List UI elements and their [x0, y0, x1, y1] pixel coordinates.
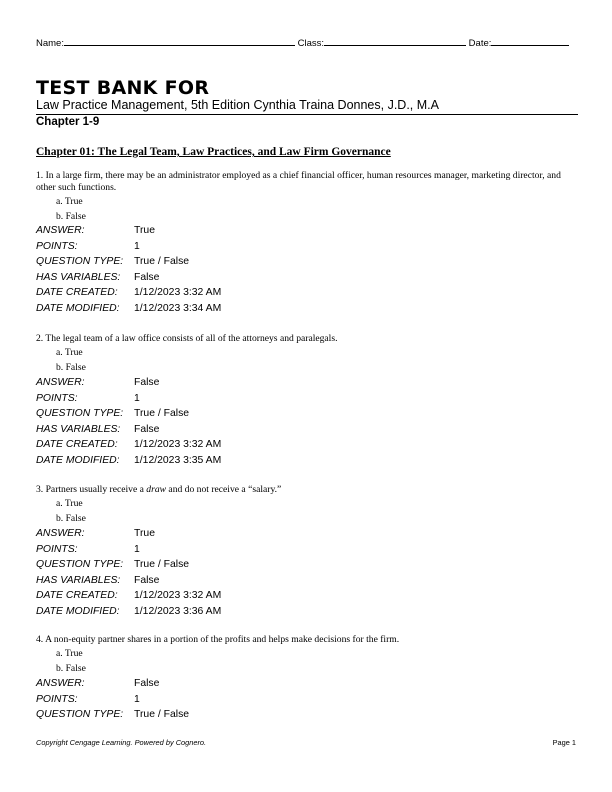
date-modified-row [36, 301, 576, 317]
class-blank [324, 36, 466, 46]
answer-label: ANSWER: [36, 678, 85, 689]
question-text [36, 484, 576, 496]
question-text-part: and do not receive a “salary.” [166, 484, 282, 495]
answer-row [36, 676, 576, 692]
option-b: b. False [56, 362, 86, 373]
has-variables-value: False [134, 423, 160, 435]
question-type-value: True / False [134, 709, 190, 720]
question-type-label: QUESTION TYPE: [36, 559, 124, 570]
has-variables-value: False [134, 271, 160, 283]
question-type-row [36, 557, 576, 573]
answer-value: True [134, 528, 155, 539]
option-a: a. True [56, 196, 83, 207]
points-value: 1 [134, 543, 140, 555]
option-b: b. False [56, 663, 86, 674]
option-b: b. False [56, 211, 86, 222]
points-label: POINTS: [36, 240, 78, 252]
date-label: Date: [468, 38, 492, 49]
date-modified-row [36, 453, 576, 469]
answer-value: False [134, 678, 160, 689]
date-modified-label: DATE MODIFIED: [36, 302, 120, 314]
date-modified-value: 1/12/2023 3:36 AM [134, 605, 222, 617]
option-a: a. True [56, 648, 83, 659]
question-type-value: True / False [134, 256, 190, 267]
question-type-row [36, 406, 576, 422]
has-variables-value: False [134, 574, 160, 586]
question-type-value: True / False [134, 559, 190, 570]
question-4 [36, 634, 576, 723]
date-created-label: DATE CREATED: [36, 287, 118, 298]
question-type-row [36, 254, 576, 270]
footer-copyright: Copyright Cengage Learning. Powered by Cognero. [36, 738, 207, 747]
question-type-row [36, 707, 576, 723]
answer-label: ANSWER: [36, 377, 85, 388]
header-fill-line [36, 36, 576, 49]
question-1 [36, 170, 576, 316]
title-block [36, 78, 578, 130]
has-variables-label: HAS VARIABLES: [36, 423, 121, 435]
date-modified-row [36, 604, 576, 620]
date-created-value: 1/12/2023 3:32 AM [134, 590, 222, 601]
date-created-value: 1/12/2023 3:32 AM [134, 439, 222, 450]
date-modified-value: 1/12/2023 3:35 AM [134, 454, 222, 466]
chapter-heading: Chapter 01: The Legal Team, Law Practices, and Law Firm Governance [36, 146, 391, 158]
answer-label: ANSWER: [36, 528, 85, 539]
has-variables-row [36, 422, 576, 438]
answer-row [36, 375, 576, 391]
question-type-label: QUESTION TYPE: [36, 256, 124, 267]
date-created-value: 1/12/2023 3:32 AM [134, 287, 222, 298]
points-value: 1 [134, 392, 140, 404]
name-label: Name: [36, 38, 64, 49]
question-text: 1. In a large firm, there may be an administrator employed as a chief financial officer, human resources manager, marketing director, and other such functions. [36, 170, 561, 193]
question-type-label: QUESTION TYPE: [36, 709, 124, 720]
points-label: POINTS: [36, 693, 78, 705]
option-a: a. True [56, 498, 83, 509]
question-type-value: True / False [134, 408, 190, 419]
has-variables-row [36, 573, 576, 589]
points-value: 1 [134, 240, 140, 252]
option-a: a. True [56, 347, 83, 358]
answer-value: False [134, 377, 160, 388]
option-b: b. False [56, 513, 86, 524]
points-row [36, 692, 576, 708]
question-text: 2. The legal team of a law office consists of all of the attorneys and paralegals. [36, 333, 338, 344]
points-row [36, 239, 576, 255]
footer-page-number: Page 1 [552, 738, 576, 747]
name-blank [64, 36, 295, 46]
book-title: Law Practice Management, 5th Edition Cynthia Traina Donnes, J.D., M.A [36, 98, 439, 112]
has-variables-label: HAS VARIABLES: [36, 574, 121, 586]
has-variables-label: HAS VARIABLES: [36, 271, 121, 283]
points-label: POINTS: [36, 543, 78, 555]
date-created-row [36, 285, 576, 301]
date-blank [491, 36, 569, 46]
date-modified-value: 1/12/2023 3:34 AM [134, 302, 222, 314]
date-created-row [36, 588, 576, 604]
question-text: 4. A non-equity partner shares in a portion of the profits and helps make decisions for the firm. [36, 634, 400, 645]
answer-value: True [134, 225, 155, 236]
points-value: 1 [134, 693, 140, 705]
points-label: POINTS: [36, 392, 78, 404]
points-row [36, 391, 576, 407]
question-type-label: QUESTION TYPE: [36, 408, 124, 419]
has-variables-row [36, 270, 576, 286]
date-modified-label: DATE MODIFIED: [36, 605, 120, 617]
date-created-label: DATE CREATED: [36, 590, 118, 601]
date-created-label: DATE CREATED: [36, 439, 118, 450]
answer-row [36, 223, 576, 239]
date-modified-label: DATE MODIFIED: [36, 454, 120, 466]
answer-row [36, 526, 576, 542]
question-text-emphasis: draw [146, 484, 167, 495]
class-label: Class: [297, 38, 325, 49]
answer-label: ANSWER: [36, 225, 85, 236]
test-bank-title: TEST BANK FOR [36, 77, 210, 99]
question-text-part: 3. Partners usually receive a [36, 484, 147, 495]
date-created-row [36, 437, 576, 453]
chapter-range: Chapter 1-9 [36, 116, 100, 128]
question-2 [36, 333, 576, 468]
question-3 [36, 484, 576, 619]
points-row [36, 542, 576, 558]
